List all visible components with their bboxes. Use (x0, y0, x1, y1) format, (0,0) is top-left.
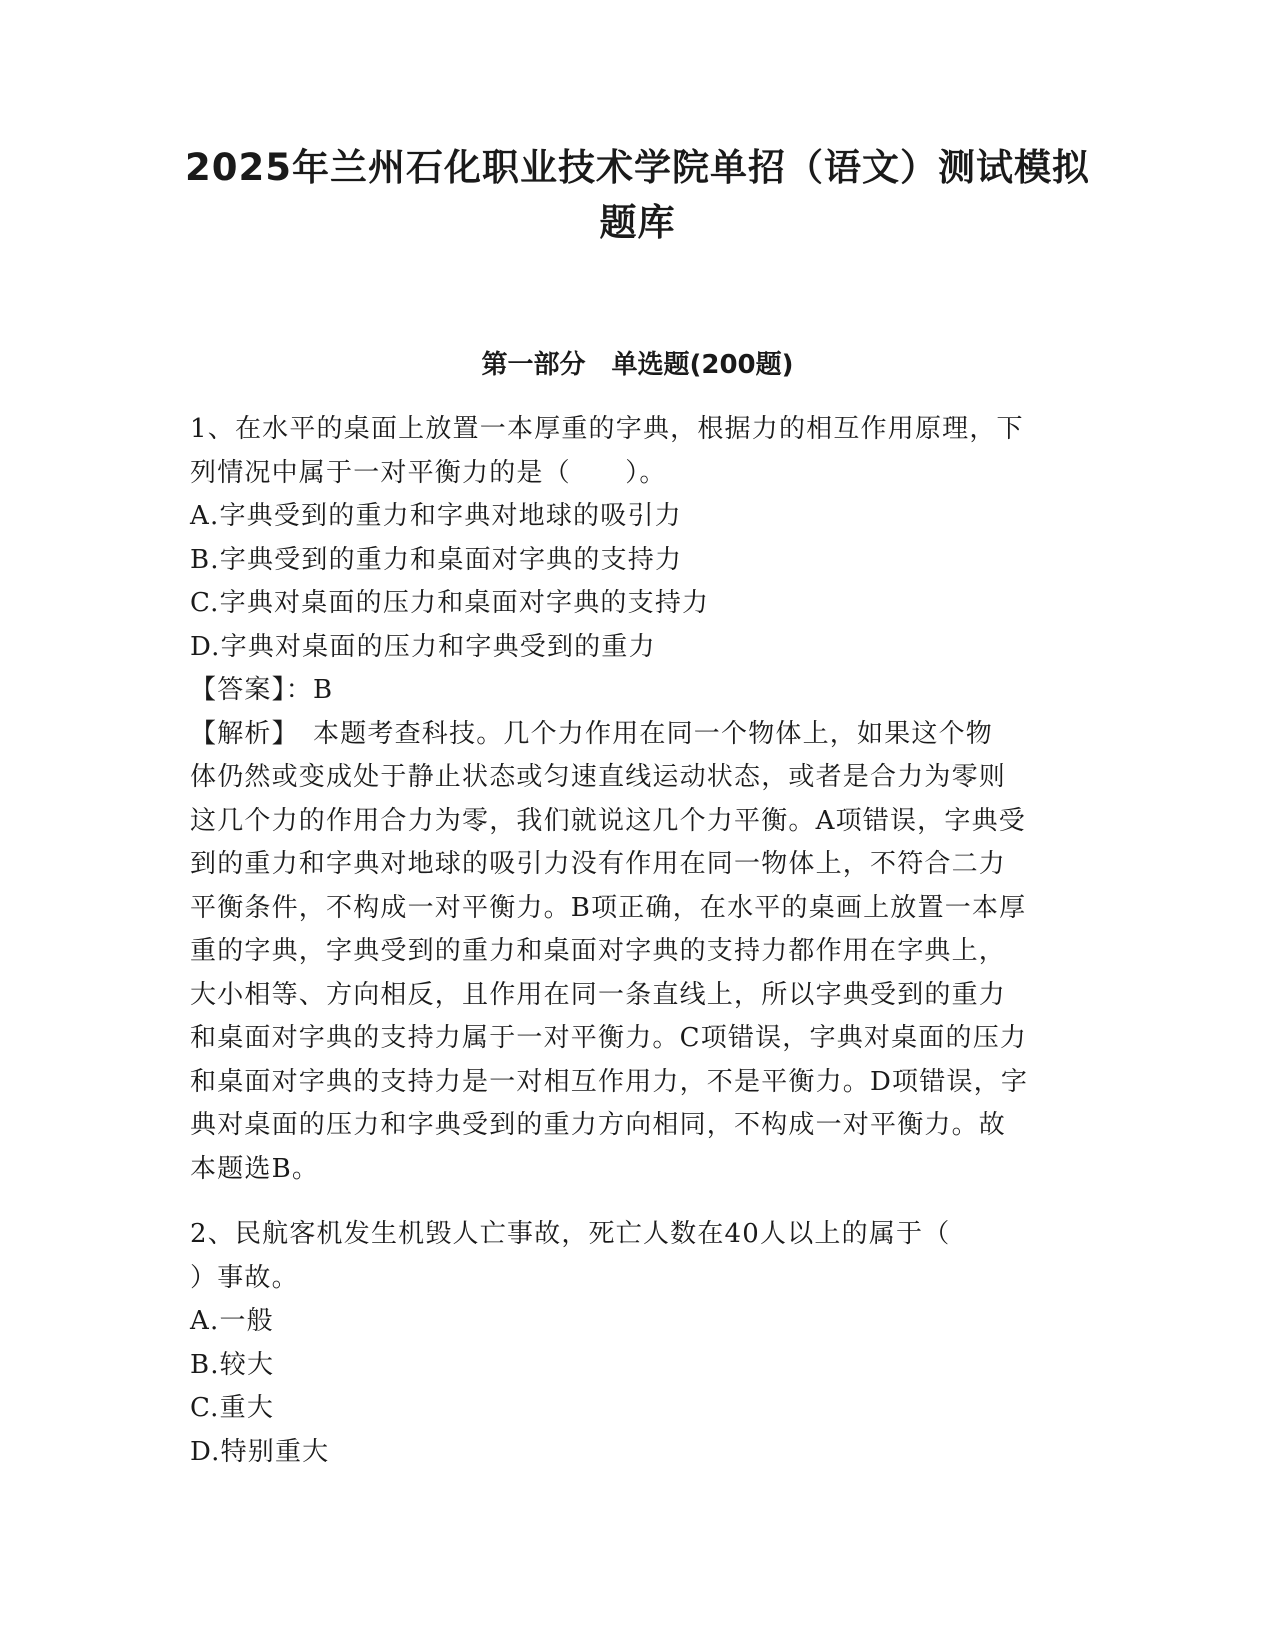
option-d: D.字典对桌面的压力和字典受到的重力 (190, 631, 656, 662)
option-a: A.字典受到的重力和字典对地球的吸引力 (190, 501, 682, 531)
analysis-line: 这几个力的作用合力为零，我们就说这几个力平衡。A项错误，字典受 (190, 805, 1026, 836)
analysis-line: 和桌面对字典的支持力属于一对平衡力。C项错误，字典对桌面的压力 (190, 1023, 1028, 1053)
analysis-line: 平衡条件，不构成一对平衡力。B项正确，在水平的桌画上放置一本厚 (190, 892, 1027, 923)
analysis-line: 本题选B。 (190, 1153, 320, 1184)
document-title (150, 140, 1125, 250)
question-stem-line: 1、在水平的桌面上放置一本厚重的字典，根据力的相互作用原理，下 (190, 414, 1024, 444)
answer-line: 【答案】：B (190, 675, 334, 705)
option-b: B.字典受到的重力和桌面对字典的支持力 (190, 544, 683, 575)
option-c: C.重大 (190, 1393, 275, 1423)
analysis-line: 重的字典，字典受到的重力和桌面对字典的支持力都作用在字典上， (190, 936, 1007, 966)
analysis-line: 和桌面对字典的支持力是一对相互作用力，不是平衡力。D项错误，字 (190, 1066, 1029, 1097)
title-line-1: 2025年兰州石化职业技术学院单招（语文）测试模拟 (185, 146, 1090, 189)
analysis-line: 大小相等、方向相反，且作用在同一条直线上，所以字典受到的重力 (190, 979, 1007, 1010)
section-heading: 第一部分 单选题(200题) (481, 350, 794, 380)
analysis-line: 到的重力和字典对地球的吸引力没有作用在同一物体上，不符合二力 (190, 849, 1007, 879)
question-1 (190, 408, 1085, 1191)
analysis-line: 典对桌面的压力和字典受到的重力方向相同，不构成一对平衡力。故 (190, 1110, 1007, 1140)
option-d: D.特别重大 (190, 1436, 330, 1467)
question-spacer (190, 1191, 1085, 1213)
question-stem-line: 列情况中属于一对平衡力的是（ ）。 (190, 457, 667, 488)
option-b: B.较大 (190, 1349, 275, 1380)
question-2 (190, 1213, 1085, 1474)
question-stem-line: ）事故。 (190, 1262, 299, 1293)
option-a: A.一般 (190, 1306, 274, 1336)
analysis-line: 【解析】 本题考查科技。几个力作用在同一个物体上，如果这个物 (190, 718, 994, 749)
option-c: C.字典对桌面的压力和桌面对字典的支持力 (190, 588, 710, 618)
title-line-2: 题库 (599, 201, 676, 244)
analysis-line: 体仍然或变成处于静止状态或匀速直线运动状态，或者是合力为零则 (190, 762, 1007, 792)
question-stem-line: 2、民航客机发生机毁人亡事故，死亡人数在40人以上的属于（ (190, 1219, 951, 1249)
question-list (190, 408, 1085, 1474)
